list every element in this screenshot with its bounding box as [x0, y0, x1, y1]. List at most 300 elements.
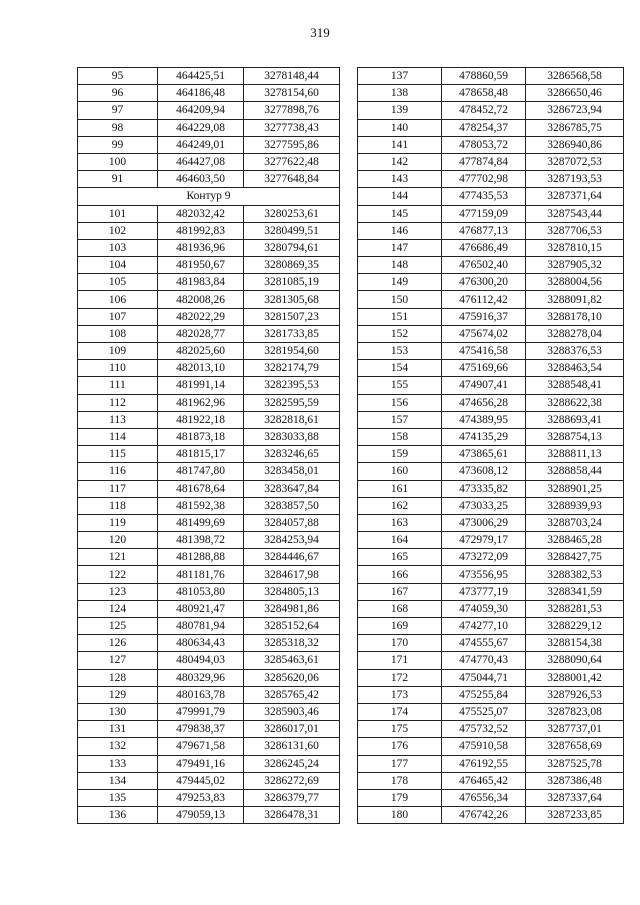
table-row: [78, 136, 340, 153]
point-number-cell: 130: [78, 703, 158, 720]
point-number-cell: 132: [78, 738, 158, 755]
x-coordinate-cell: 464229,08: [158, 119, 244, 136]
point-number-cell: 154: [358, 360, 442, 377]
table-row: [78, 514, 340, 531]
x-coordinate-cell: 475732,52: [442, 721, 526, 738]
point-number-cell: 139: [358, 102, 442, 119]
y-coordinate-cell: 3288703,24: [526, 514, 624, 531]
point-number-cell: 176: [358, 738, 442, 755]
point-number-cell: 177: [358, 755, 442, 772]
table-row: [358, 360, 624, 377]
y-coordinate-cell: 3281305,68: [244, 291, 340, 308]
table-row: [358, 119, 624, 136]
y-coordinate-cell: 3280499,51: [244, 222, 340, 239]
x-coordinate-cell: 478254,37: [442, 119, 526, 136]
table-row: [358, 686, 624, 703]
table-row: [358, 703, 624, 720]
point-number-cell: 148: [358, 257, 442, 274]
y-coordinate-cell: 3284617,98: [244, 566, 340, 583]
table-row: [358, 600, 624, 617]
table-row: [358, 480, 624, 497]
x-coordinate-cell: 481288,88: [158, 549, 244, 566]
point-number-cell: 169: [358, 618, 442, 635]
y-coordinate-cell: 3288811,13: [526, 446, 624, 463]
table-row: [358, 171, 624, 188]
point-number-cell: 150: [358, 291, 442, 308]
y-coordinate-cell: 3288278,04: [526, 325, 624, 342]
x-coordinate-cell: 479671,58: [158, 738, 244, 755]
table-row: [358, 239, 624, 256]
y-coordinate-cell: 3286017,01: [244, 721, 340, 738]
table-row: [78, 652, 340, 669]
point-number-cell: 127: [78, 652, 158, 669]
x-coordinate-cell: 477159,09: [442, 205, 526, 222]
table-row: [78, 721, 340, 738]
table-body: [78, 68, 340, 824]
point-number-cell: 145: [358, 205, 442, 222]
point-number-cell: 128: [78, 669, 158, 686]
point-number-cell: 180: [358, 807, 442, 824]
table-row: [78, 532, 340, 549]
x-coordinate-cell: 482025,60: [158, 343, 244, 360]
point-number-cell: 165: [358, 549, 442, 566]
point-number-cell: 166: [358, 566, 442, 583]
x-coordinate-cell: 481398,72: [158, 532, 244, 549]
table-row: [358, 669, 624, 686]
point-number-cell: 159: [358, 446, 442, 463]
table-row: [78, 153, 340, 170]
point-number-cell: 131: [78, 721, 158, 738]
table-row: [358, 549, 624, 566]
point-number-cell: 124: [78, 600, 158, 617]
table-body: [358, 68, 624, 824]
y-coordinate-cell: 3288465,28: [526, 532, 624, 549]
point-number-cell: 162: [358, 497, 442, 514]
x-coordinate-cell: 473865,61: [442, 446, 526, 463]
point-number-cell: 156: [358, 394, 442, 411]
point-number-cell: 108: [78, 325, 158, 342]
y-coordinate-cell: 3288939,93: [526, 497, 624, 514]
y-coordinate-cell: 3285318,32: [244, 635, 340, 652]
x-coordinate-cell: 481962,96: [158, 394, 244, 411]
y-coordinate-cell: 3278154,60: [244, 85, 340, 102]
point-number-cell: 122: [78, 566, 158, 583]
x-coordinate-cell: 481991,14: [158, 377, 244, 394]
x-coordinate-cell: 476192,55: [442, 755, 526, 772]
x-coordinate-cell: 477702,98: [442, 171, 526, 188]
table-row: [358, 738, 624, 755]
y-coordinate-cell: 3277898,76: [244, 102, 340, 119]
point-number-cell: 170: [358, 635, 442, 652]
x-coordinate-cell: 478860,59: [442, 68, 526, 85]
point-number-cell: 160: [358, 463, 442, 480]
table-row: [78, 583, 340, 600]
x-coordinate-cell: 476686,49: [442, 239, 526, 256]
y-coordinate-cell: 3288463,54: [526, 360, 624, 377]
table-row: [358, 136, 624, 153]
point-number-cell: 112: [78, 394, 158, 411]
table-row: [358, 308, 624, 325]
table-row: [358, 68, 624, 85]
x-coordinate-cell: 479838,37: [158, 721, 244, 738]
point-number-cell: 95: [78, 68, 158, 85]
x-coordinate-cell: 475910,58: [442, 738, 526, 755]
table-row: [358, 446, 624, 463]
y-coordinate-cell: 3286723,94: [526, 102, 624, 119]
x-coordinate-cell: 481950,67: [158, 257, 244, 274]
x-coordinate-cell: 481922,18: [158, 411, 244, 428]
point-number-cell: 144: [358, 188, 442, 205]
point-number-cell: 118: [78, 497, 158, 514]
y-coordinate-cell: 3285620,06: [244, 669, 340, 686]
point-number-cell: 157: [358, 411, 442, 428]
x-coordinate-cell: 479491,16: [158, 755, 244, 772]
y-coordinate-cell: 3286379,77: [244, 789, 340, 806]
x-coordinate-cell: 475525,07: [442, 703, 526, 720]
x-coordinate-cell: 482022,29: [158, 308, 244, 325]
point-number-cell: 107: [78, 308, 158, 325]
section-header-row: [78, 188, 340, 205]
table-row: [358, 343, 624, 360]
table-row: [358, 411, 624, 428]
point-number-cell: 135: [78, 789, 158, 806]
point-number-cell: 97: [78, 102, 158, 119]
table-row: [78, 325, 340, 342]
table-row: [78, 635, 340, 652]
y-coordinate-cell: 3288154,38: [526, 635, 624, 652]
y-coordinate-cell: 3287658,69: [526, 738, 624, 755]
y-coordinate-cell: 3282395,53: [244, 377, 340, 394]
table-row: [358, 102, 624, 119]
x-coordinate-cell: 481053,80: [158, 583, 244, 600]
point-number-cell: 171: [358, 652, 442, 669]
y-coordinate-cell: 3284805,13: [244, 583, 340, 600]
x-coordinate-cell: 480494,03: [158, 652, 244, 669]
point-number-cell: 137: [358, 68, 442, 85]
table-row: [78, 686, 340, 703]
coordinates-table-left: [77, 67, 340, 824]
point-number-cell: 119: [78, 514, 158, 531]
y-coordinate-cell: 3283857,50: [244, 497, 340, 514]
point-number-cell: 142: [358, 153, 442, 170]
y-coordinate-cell: 3288004,56: [526, 274, 624, 291]
x-coordinate-cell: 473006,29: [442, 514, 526, 531]
point-number-cell: 158: [358, 428, 442, 445]
x-coordinate-cell: 477435,53: [442, 188, 526, 205]
y-coordinate-cell: 3287926,53: [526, 686, 624, 703]
table-row: [78, 772, 340, 789]
point-number-cell: 96: [78, 85, 158, 102]
point-number-cell: 133: [78, 755, 158, 772]
y-coordinate-cell: 3283458,01: [244, 463, 340, 480]
point-number-cell: 106: [78, 291, 158, 308]
point-number-cell: 134: [78, 772, 158, 789]
table-row: [358, 377, 624, 394]
x-coordinate-cell: 473608,12: [442, 463, 526, 480]
x-coordinate-cell: 479991,79: [158, 703, 244, 720]
point-number-cell: 103: [78, 239, 158, 256]
point-number-cell: 155: [358, 377, 442, 394]
x-coordinate-cell: 480329,96: [158, 669, 244, 686]
point-number-cell: 153: [358, 343, 442, 360]
table-row: [78, 85, 340, 102]
table-row: [78, 755, 340, 772]
table-row: [78, 497, 340, 514]
y-coordinate-cell: 3288281,53: [526, 600, 624, 617]
y-coordinate-cell: 3280869,35: [244, 257, 340, 274]
table-row: [78, 308, 340, 325]
x-coordinate-cell: 474656,28: [442, 394, 526, 411]
table-row: [358, 85, 624, 102]
y-coordinate-cell: 3284253,94: [244, 532, 340, 549]
table-row: [78, 789, 340, 806]
y-coordinate-cell: 3284057,88: [244, 514, 340, 531]
y-coordinate-cell: 3288229,12: [526, 618, 624, 635]
y-coordinate-cell: 3288090,64: [526, 652, 624, 669]
y-coordinate-cell: 3277648,84: [244, 171, 340, 188]
table-row: [78, 463, 340, 480]
y-coordinate-cell: 3288901,25: [526, 480, 624, 497]
point-number-cell: 91: [78, 171, 158, 188]
y-coordinate-cell: 3278148,44: [244, 68, 340, 85]
table-row: [78, 669, 340, 686]
y-coordinate-cell: 3287386,48: [526, 772, 624, 789]
table-row: [78, 738, 340, 755]
table-row: [78, 343, 340, 360]
point-number-cell: 100: [78, 153, 158, 170]
table-row: [78, 205, 340, 222]
y-coordinate-cell: 3284981,86: [244, 600, 340, 617]
table-row: [78, 360, 340, 377]
table-row: [358, 789, 624, 806]
y-coordinate-cell: 3287706,53: [526, 222, 624, 239]
point-number-cell: 147: [358, 239, 442, 256]
point-number-cell: 163: [358, 514, 442, 531]
x-coordinate-cell: 479253,83: [158, 789, 244, 806]
point-number-cell: 143: [358, 171, 442, 188]
table-row: [358, 222, 624, 239]
point-number-cell: 104: [78, 257, 158, 274]
page-number: 319: [310, 25, 330, 40]
point-number-cell: 141: [358, 136, 442, 153]
y-coordinate-cell: 3282595,59: [244, 394, 340, 411]
table-row: [78, 102, 340, 119]
y-coordinate-cell: 3286131,60: [244, 738, 340, 755]
x-coordinate-cell: 475674,02: [442, 325, 526, 342]
y-coordinate-cell: 3283647,84: [244, 480, 340, 497]
coordinates-table-right: [357, 67, 624, 824]
y-coordinate-cell: 3287337,64: [526, 789, 624, 806]
y-coordinate-cell: 3287905,32: [526, 257, 624, 274]
point-number-cell: 114: [78, 428, 158, 445]
table-row: [358, 188, 624, 205]
point-number-cell: 152: [358, 325, 442, 342]
y-coordinate-cell: 3283246,65: [244, 446, 340, 463]
point-number-cell: 121: [78, 549, 158, 566]
table-row: [358, 618, 624, 635]
y-coordinate-cell: 3281954,60: [244, 343, 340, 360]
x-coordinate-cell: 475416,58: [442, 343, 526, 360]
x-coordinate-cell: 476300,20: [442, 274, 526, 291]
x-coordinate-cell: 481983,84: [158, 274, 244, 291]
y-coordinate-cell: 3280794,61: [244, 239, 340, 256]
table-row: [78, 600, 340, 617]
table-row: [358, 532, 624, 549]
y-coordinate-cell: 3282818,61: [244, 411, 340, 428]
x-coordinate-cell: 474907,41: [442, 377, 526, 394]
x-coordinate-cell: 481992,83: [158, 222, 244, 239]
x-coordinate-cell: 480921,47: [158, 600, 244, 617]
x-coordinate-cell: 476112,42: [442, 291, 526, 308]
table-row: [78, 257, 340, 274]
y-coordinate-cell: 3287810,15: [526, 239, 624, 256]
table-row: [358, 428, 624, 445]
y-coordinate-cell: 3282174,79: [244, 360, 340, 377]
y-coordinate-cell: 3288091,82: [526, 291, 624, 308]
x-coordinate-cell: 477874,84: [442, 153, 526, 170]
point-number-cell: 161: [358, 480, 442, 497]
x-coordinate-cell: 481815,17: [158, 446, 244, 463]
x-coordinate-cell: 481678,64: [158, 480, 244, 497]
x-coordinate-cell: 473777,19: [442, 583, 526, 600]
point-number-cell: 99: [78, 136, 158, 153]
table-row: [358, 205, 624, 222]
table-row: [358, 583, 624, 600]
x-coordinate-cell: 482028,77: [158, 325, 244, 342]
y-coordinate-cell: 3277622,48: [244, 153, 340, 170]
x-coordinate-cell: 478658,48: [442, 85, 526, 102]
point-number-cell: 174: [358, 703, 442, 720]
x-coordinate-cell: 476742,26: [442, 807, 526, 824]
table-row: [358, 652, 624, 669]
x-coordinate-cell: 481873,18: [158, 428, 244, 445]
x-coordinate-cell: 476502,40: [442, 257, 526, 274]
y-coordinate-cell: 3280253,61: [244, 205, 340, 222]
point-number-cell: 110: [78, 360, 158, 377]
table-row: [78, 618, 340, 635]
point-number-cell: 149: [358, 274, 442, 291]
x-coordinate-cell: 464186,48: [158, 85, 244, 102]
y-coordinate-cell: 3287823,08: [526, 703, 624, 720]
y-coordinate-cell: 3288001,42: [526, 669, 624, 686]
x-coordinate-cell: 472979,17: [442, 532, 526, 549]
table-row: [78, 549, 340, 566]
section-title: Контур 9: [78, 188, 340, 205]
x-coordinate-cell: 475044,71: [442, 669, 526, 686]
point-number-cell: 129: [78, 686, 158, 703]
y-coordinate-cell: 3286478,31: [244, 807, 340, 824]
table-row: [358, 325, 624, 342]
point-number-cell: 105: [78, 274, 158, 291]
y-coordinate-cell: 3287543,44: [526, 205, 624, 222]
point-number-cell: 172: [358, 669, 442, 686]
y-coordinate-cell: 3288382,53: [526, 566, 624, 583]
x-coordinate-cell: 478053,72: [442, 136, 526, 153]
y-coordinate-cell: 3288754,13: [526, 428, 624, 445]
x-coordinate-cell: 464209,94: [158, 102, 244, 119]
table-row: [358, 463, 624, 480]
point-number-cell: 173: [358, 686, 442, 703]
x-coordinate-cell: 474389,95: [442, 411, 526, 428]
y-coordinate-cell: 3277595,86: [244, 136, 340, 153]
table-row: [358, 721, 624, 738]
y-coordinate-cell: 3286785,75: [526, 119, 624, 136]
x-coordinate-cell: 476556,34: [442, 789, 526, 806]
x-coordinate-cell: 474555,67: [442, 635, 526, 652]
point-number-cell: 179: [358, 789, 442, 806]
table-row: [78, 119, 340, 136]
y-coordinate-cell: 3287072,53: [526, 153, 624, 170]
table-row: [78, 428, 340, 445]
table-row: [358, 807, 624, 824]
x-coordinate-cell: 473335,82: [442, 480, 526, 497]
table-row: [358, 257, 624, 274]
x-coordinate-cell: 478452,72: [442, 102, 526, 119]
table-row: [78, 377, 340, 394]
y-coordinate-cell: 3288858,44: [526, 463, 624, 480]
table-row: [78, 411, 340, 428]
point-number-cell: 115: [78, 446, 158, 463]
x-coordinate-cell: 479059,13: [158, 807, 244, 824]
y-coordinate-cell: 3288178,10: [526, 308, 624, 325]
y-coordinate-cell: 3285903,46: [244, 703, 340, 720]
point-number-cell: 125: [78, 618, 158, 635]
x-coordinate-cell: 464427,08: [158, 153, 244, 170]
x-coordinate-cell: 476877,13: [442, 222, 526, 239]
y-coordinate-cell: 3281507,23: [244, 308, 340, 325]
y-coordinate-cell: 3283033,88: [244, 428, 340, 445]
x-coordinate-cell: 481747,80: [158, 463, 244, 480]
y-coordinate-cell: 3287737,01: [526, 721, 624, 738]
point-number-cell: 98: [78, 119, 158, 136]
x-coordinate-cell: 475169,66: [442, 360, 526, 377]
table-row: [78, 239, 340, 256]
y-coordinate-cell: 3288548,41: [526, 377, 624, 394]
y-coordinate-cell: 3287233,85: [526, 807, 624, 824]
x-coordinate-cell: 464425,51: [158, 68, 244, 85]
y-coordinate-cell: 3288427,75: [526, 549, 624, 566]
point-number-cell: 113: [78, 411, 158, 428]
x-coordinate-cell: 475916,37: [442, 308, 526, 325]
table-row: [78, 566, 340, 583]
y-coordinate-cell: 3288622,38: [526, 394, 624, 411]
point-number-cell: 116: [78, 463, 158, 480]
y-coordinate-cell: 3287525,78: [526, 755, 624, 772]
point-number-cell: 126: [78, 635, 158, 652]
x-coordinate-cell: 481499,69: [158, 514, 244, 531]
point-number-cell: 102: [78, 222, 158, 239]
point-number-cell: 178: [358, 772, 442, 789]
point-number-cell: 138: [358, 85, 442, 102]
table-row: [78, 68, 340, 85]
y-coordinate-cell: 3286568,58: [526, 68, 624, 85]
table-row: [358, 497, 624, 514]
point-number-cell: 136: [78, 807, 158, 824]
table-row: [358, 291, 624, 308]
x-coordinate-cell: 481592,38: [158, 497, 244, 514]
y-coordinate-cell: 3288376,53: [526, 343, 624, 360]
y-coordinate-cell: 3286650,46: [526, 85, 624, 102]
table-row: [78, 807, 340, 824]
x-coordinate-cell: 473272,09: [442, 549, 526, 566]
x-coordinate-cell: 482032,42: [158, 205, 244, 222]
x-coordinate-cell: 464603,50: [158, 171, 244, 188]
table-row: [78, 291, 340, 308]
y-coordinate-cell: 3281085,19: [244, 274, 340, 291]
y-coordinate-cell: 3286272,69: [244, 772, 340, 789]
table-row: [358, 394, 624, 411]
point-number-cell: 111: [78, 377, 158, 394]
